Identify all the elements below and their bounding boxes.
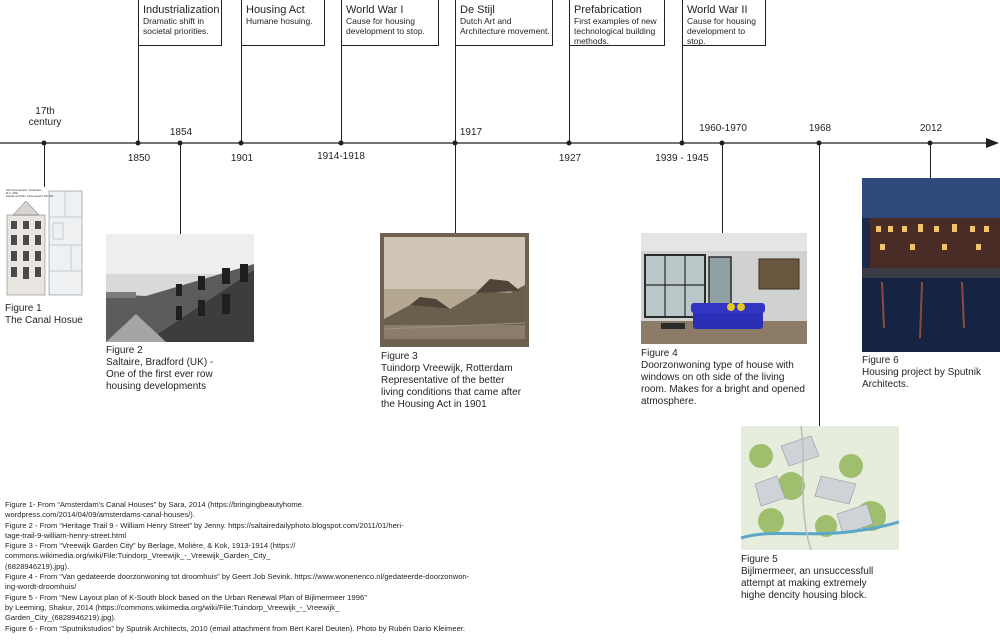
event-desc: societal priorities. bbox=[143, 26, 209, 36]
event-de-stijl bbox=[455, 0, 553, 46]
event-desc: Dramatic shift in bbox=[143, 16, 204, 26]
figure-text: windows on oth side of the living bbox=[641, 372, 785, 383]
figure-6-image bbox=[862, 178, 1000, 352]
figure-text: highe dencity housing block. bbox=[741, 590, 867, 601]
year-label-1914-1918: 1914-1918 bbox=[317, 151, 365, 162]
figure-text: Tuindorp Vreewijk, Rotterdam bbox=[381, 363, 513, 374]
figure-2-caption bbox=[106, 345, 266, 393]
connector-world-war-i bbox=[341, 46, 342, 143]
figure-text: attempt at making extremely bbox=[741, 578, 867, 589]
event-housing-act bbox=[241, 0, 325, 46]
year-text: 17th bbox=[35, 106, 55, 117]
figure-label: Figure 5 bbox=[741, 554, 778, 565]
event-desc: development to stop. bbox=[346, 26, 425, 36]
reference-line: Figure 6 - From “Sputnikstudios” by Sputnik Architects, 2010 (email attachment from Bert Karel Deuten). Photo by Rubén Dario Kleimeer. bbox=[5, 623, 466, 633]
year-label-1854: 1854 bbox=[169, 127, 193, 138]
figure-label: Figure 4 bbox=[641, 348, 678, 359]
reference-line: Garden_City_(6828946219).jpg). bbox=[5, 613, 117, 623]
year-label-1960-1970: 1960-1970 bbox=[699, 123, 747, 134]
figure-5-image bbox=[741, 426, 899, 550]
event-title: Prefabrication bbox=[574, 4, 642, 16]
event-prefabrication bbox=[569, 0, 665, 46]
connector-figure-1 bbox=[44, 143, 45, 188]
connector-industrialization bbox=[138, 46, 139, 143]
event-desc: development to stop. bbox=[687, 26, 746, 46]
connector-de-stijl bbox=[455, 46, 456, 143]
year-label-1901: 1901 bbox=[230, 153, 254, 164]
reference-line: ing-wordt-droomhuis/ bbox=[5, 582, 77, 592]
figure-3-image bbox=[380, 233, 529, 347]
reference-line: Figure 2 - From “Heritage Trail 9 - William Henry Street” by Jenny. https://saltairedailyphoto.blogspot.com/2011/01/heri- bbox=[5, 520, 404, 530]
event-world-war-ii bbox=[682, 0, 766, 46]
references-list bbox=[5, 500, 545, 634]
figure-3-caption bbox=[381, 351, 551, 411]
year-label-1927: 1927 bbox=[558, 153, 582, 164]
reference-line: Figure 5 - From “New Layout plan of K-South block based on the Urban Renewal Plan of Bijlmermeer 1996” bbox=[5, 592, 367, 602]
figure-text: Housing project by Sputnik bbox=[862, 367, 981, 378]
reference-line: commons.wikimedia.org/wiki/File:Tuindorp_Vreewijk_-_Vreewijk_Garden_City_ bbox=[5, 551, 271, 561]
figure-text: Doorzonwoning type of house with bbox=[641, 360, 794, 371]
connector-figure-6 bbox=[930, 143, 931, 179]
reference-line: Figure 1- From “Amsterdam's Canal Houses” by Sara, 2014 (https://bringingbeautyhome. bbox=[5, 500, 305, 509]
figure-text: The Canal Hosue bbox=[5, 315, 83, 326]
figure-4-image bbox=[641, 233, 807, 344]
year-label-1917: 1917 bbox=[459, 127, 483, 138]
event-industrialization bbox=[138, 0, 222, 46]
year-label-1968: 1968 bbox=[808, 123, 832, 134]
figure-text: Representative of the better bbox=[381, 375, 505, 386]
figure-text: Saltaire, Bradford (UK) - bbox=[106, 357, 214, 368]
figure-5-caption bbox=[741, 554, 911, 602]
reference-line: Figure 4 - From “Van gedateerde doorzonwoning tot droomhuis” by Geert Job Sevink. https://www.wonenenco.nl/gedateerde-doorzonwon- bbox=[5, 572, 470, 582]
event-title: Industrialization bbox=[143, 4, 220, 16]
event-desc: Cause for housing bbox=[346, 16, 415, 26]
connector-prefabrication bbox=[569, 46, 570, 143]
figure-text: atmosphere. bbox=[641, 396, 697, 407]
year-label-1850: 1850 bbox=[127, 153, 151, 164]
figure-4-caption bbox=[641, 348, 821, 408]
event-desc: First examples of new bbox=[574, 16, 657, 26]
event-world-war-i bbox=[341, 0, 439, 46]
figure-text: housing developments bbox=[106, 381, 207, 392]
connector-figure-2 bbox=[180, 143, 181, 235]
year-label-1939-1945: 1939 - 1945 bbox=[655, 153, 709, 164]
figure-label: Figure 6 bbox=[862, 355, 899, 366]
figure-text: the Housing Act in 1901 bbox=[381, 399, 487, 410]
event-title: Housing Act bbox=[246, 4, 305, 16]
event-desc: methods. bbox=[574, 36, 609, 46]
event-desc: Humane hosuing. bbox=[246, 16, 313, 26]
figure-2-image bbox=[106, 234, 254, 342]
figure-label: Figure 1 bbox=[5, 303, 42, 314]
timeline-axis bbox=[0, 135, 1000, 151]
figure-text: living conditions that came after bbox=[381, 387, 522, 398]
event-desc: Cause for housing bbox=[687, 16, 756, 26]
figure-1-tiny-text: Facade and Plan, Keizersgracht 330-332 bbox=[6, 195, 54, 198]
reference-line: tage-trail-9-william-henry-street.html bbox=[5, 530, 127, 540]
reference-line: Figure 3 - From “Vreewijk Garden City” by Berlage, Molière, & Kok, 1913-1914 (https:// bbox=[5, 541, 296, 551]
figure-text: room. Makes for a bright and opened bbox=[641, 384, 805, 395]
event-desc: technological building bbox=[574, 26, 656, 36]
figure-text: Bijlmermeer, an unsuccessfull bbox=[741, 566, 874, 577]
reference-line: (6828946219).jpg). bbox=[5, 561, 70, 571]
event-desc: Architecture movement. bbox=[460, 26, 550, 36]
year-label-2012: 2012 bbox=[919, 123, 943, 134]
event-title: De Stijl bbox=[460, 4, 495, 16]
reference-line: wordpress.com/2014/04/09/amsterdams-canal-houses/). bbox=[5, 510, 195, 520]
year-text: century bbox=[28, 117, 62, 128]
connector-figure-4 bbox=[722, 143, 723, 233]
event-title: World War I bbox=[346, 4, 404, 16]
figure-6-caption bbox=[862, 355, 998, 391]
connector-housing-act bbox=[241, 46, 242, 143]
figure-1-tiny-text: M.C. 1650 bbox=[6, 192, 18, 195]
connector-world-war-ii bbox=[682, 46, 683, 143]
event-title: World War II bbox=[687, 4, 748, 16]
year-label-17th-century bbox=[29, 106, 62, 128]
event-desc: Dutch Art and bbox=[460, 16, 512, 26]
figure-1-caption bbox=[5, 303, 105, 327]
figure-label: Figure 3 bbox=[381, 351, 418, 362]
figure-1-image bbox=[5, 187, 85, 298]
figure-1-tiny-text: 330 Keizersgracht, Amsterdam, bbox=[6, 189, 43, 192]
figure-label: Figure 2 bbox=[106, 345, 143, 356]
reference-line: by Leeming, Shakur, 2014 (https://commons.wikimedia.org/wiki/File:Tuindorp_Vreewijk_-_Vreewijk_ bbox=[5, 602, 340, 612]
figure-text: Architects. bbox=[862, 379, 909, 390]
figure-text: One of the first ever row bbox=[106, 369, 213, 380]
connector-figure-3 bbox=[455, 143, 456, 234]
